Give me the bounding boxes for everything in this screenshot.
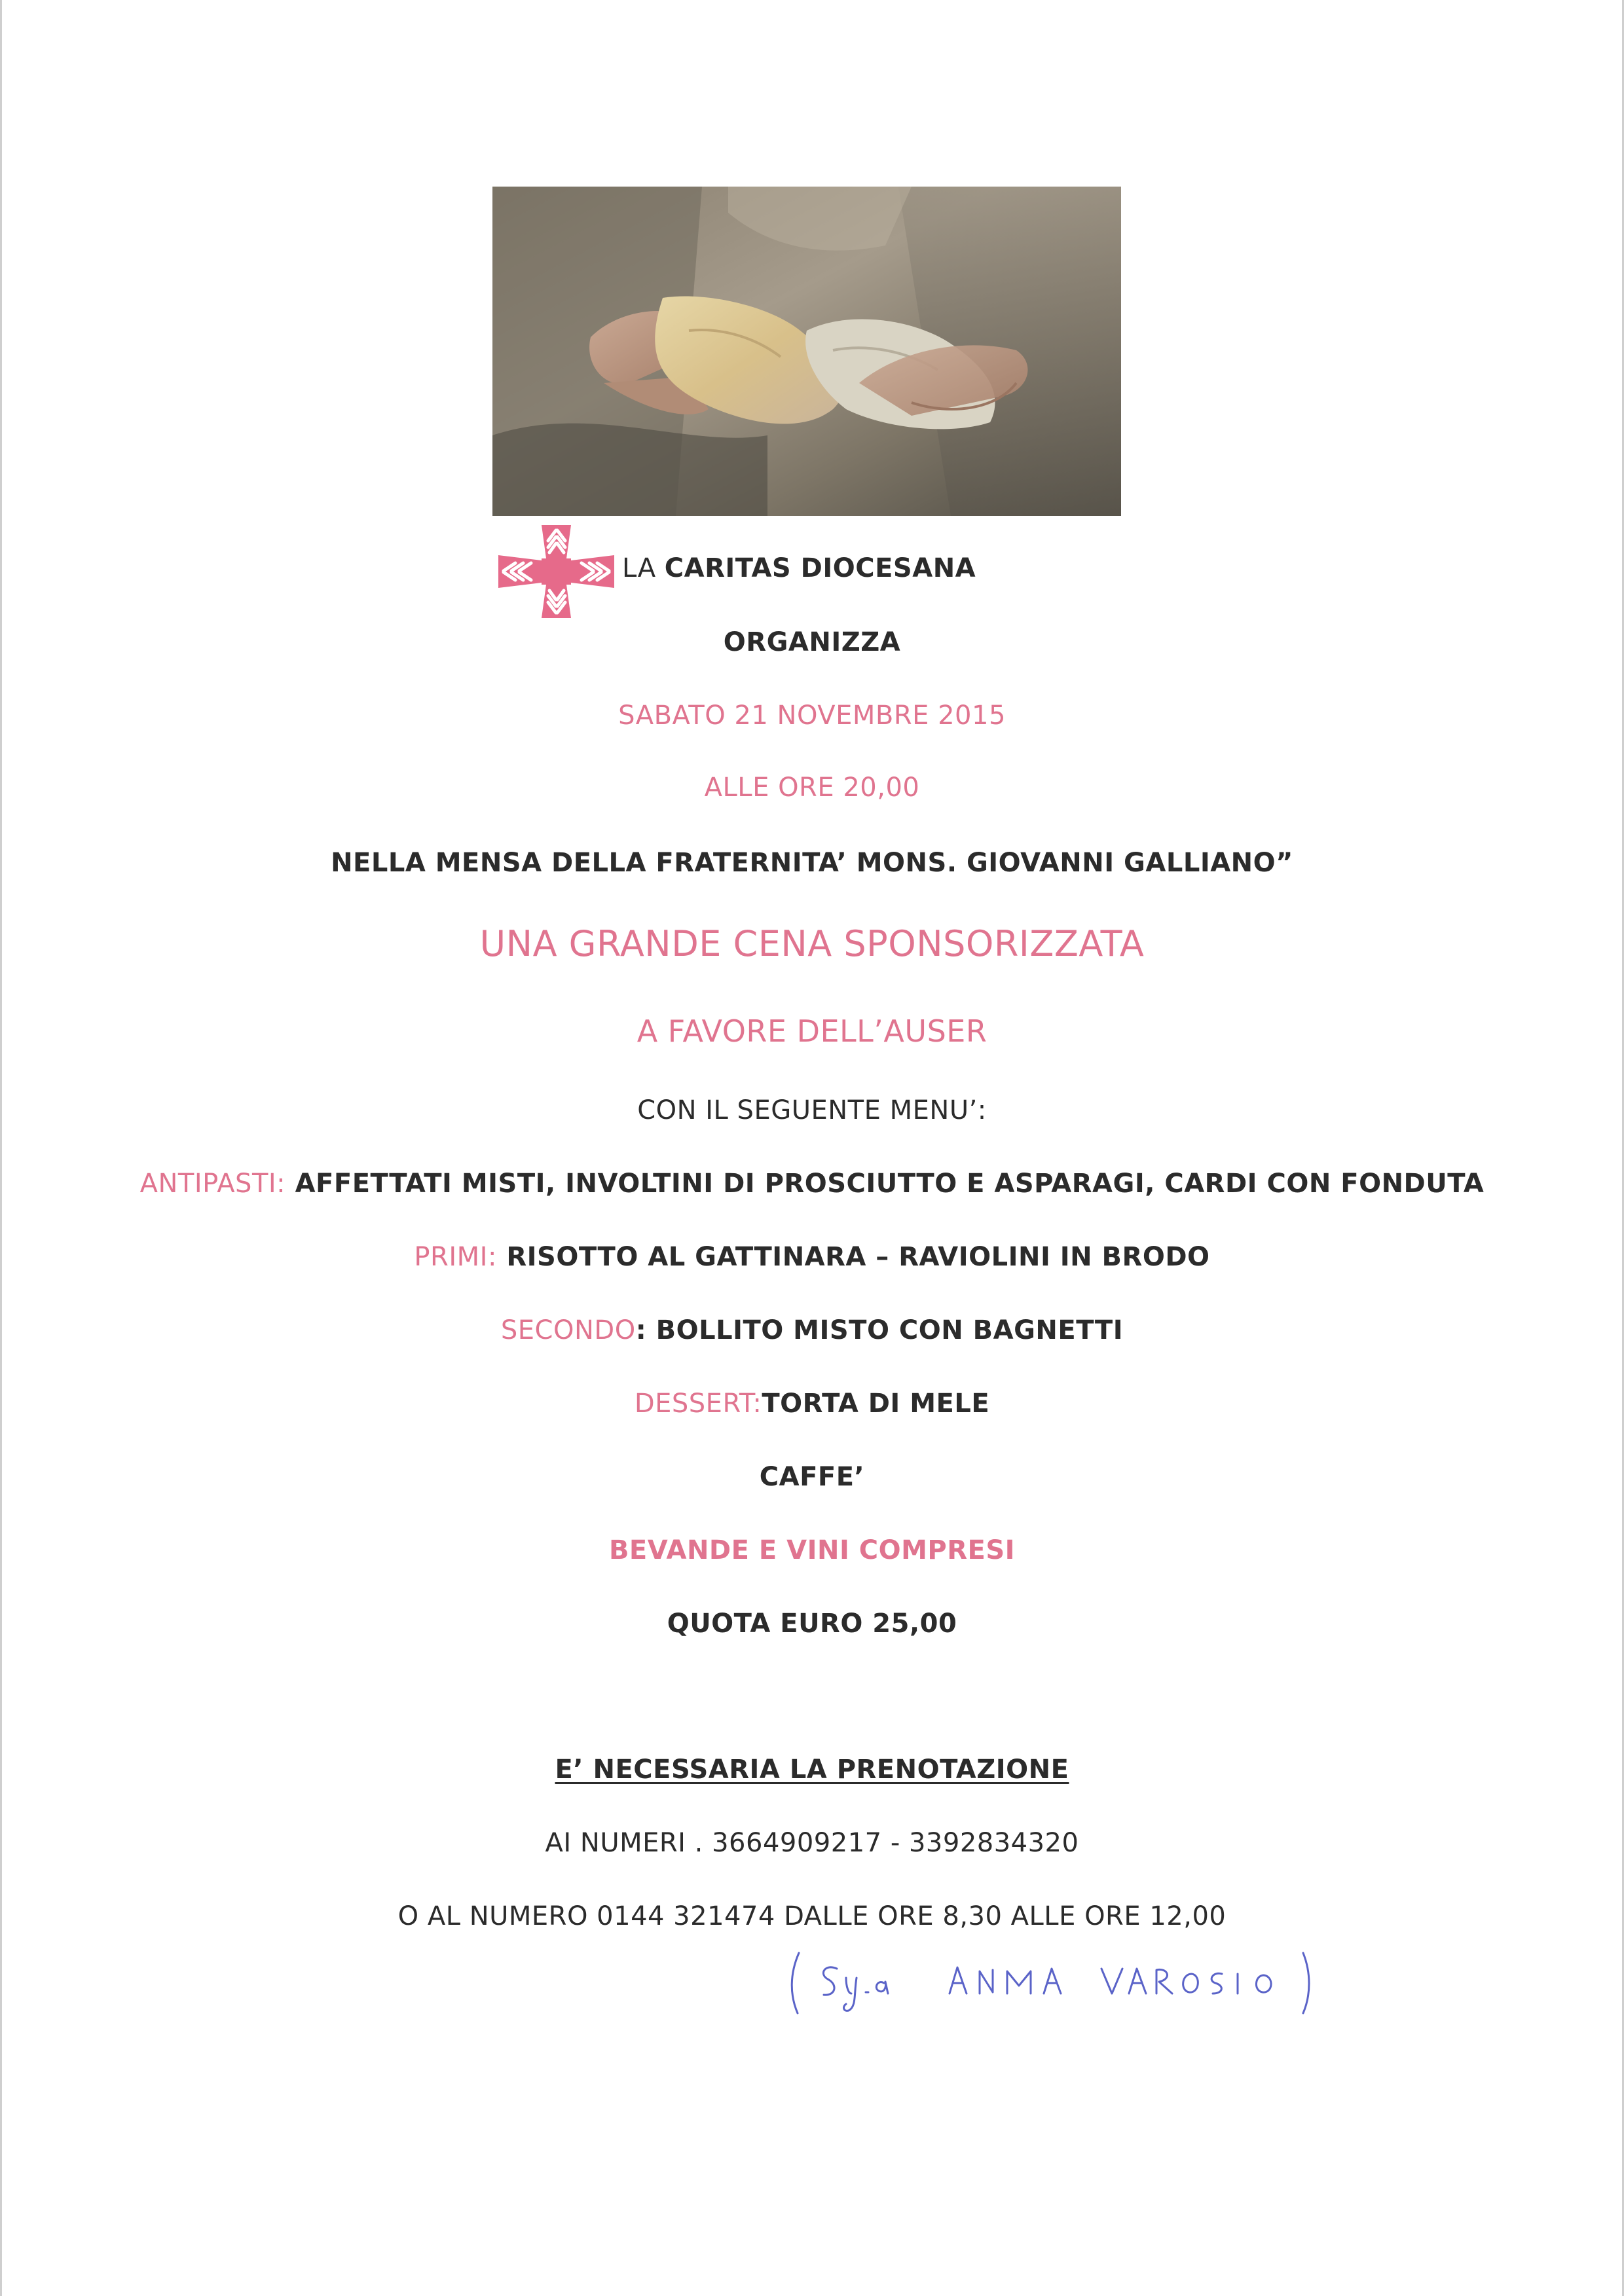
booking-required-text: E’ NECESSARIA LA PRENOTAZIONE [555, 1755, 1069, 1785]
handwritten-signature [786, 1948, 1349, 2020]
organizer-name [622, 553, 976, 583]
drinks-included: BEVANDE E VINI COMPRESI [608, 1535, 1016, 1565]
organizza-line: ORGANIZZA [723, 627, 901, 657]
menu-dish: : BOLLITO MISTO CON BAGNETTI [635, 1315, 1124, 1345]
menu-item-antipasti [0, 1169, 1624, 1199]
menu-course-label: DESSERT: [634, 1389, 762, 1419]
scan-edge-left [0, 0, 2, 2296]
menu-dish: TORTA DI MELE [762, 1389, 990, 1419]
price: QUOTA EURO 25,00 [667, 1609, 957, 1639]
organizer-title: CARITAS DIOCESANA [664, 553, 976, 583]
menu-dish: AFFETTATI MISTI, INVOLTINI DI PROSCIUTTO E ASPARAGI, CARDI CON FONDUTA [286, 1169, 1485, 1199]
menu-course-label: ANTIPASTI: [139, 1169, 286, 1199]
booking-numbers: AI NUMERI . 3664909217 - 3392834320 [545, 1828, 1079, 1858]
event-venue: NELLA MENSA DELLA FRATERNITA’ MONS. GIOVANNI GALLIANO” [331, 848, 1293, 878]
booking-required [0, 1755, 1624, 1785]
caritas-cross-logo [496, 522, 617, 621]
event-time: ALLE ORE 20,00 [704, 773, 920, 803]
event-date: SABATO 21 NOVEMBRE 2015 [618, 701, 1006, 731]
bread-hands-photo [492, 187, 1121, 516]
menu-item-dessert [0, 1389, 1624, 1419]
menu-item-primi [0, 1242, 1624, 1272]
menu-coffee: CAFFE’ [759, 1462, 865, 1492]
menu-course-label: PRIMI: [414, 1242, 497, 1272]
event-beneficiary: A FAVORE DELL’AUSER [637, 1013, 987, 1049]
event-headline: UNA GRANDE CENA SPONSORIZZATA [479, 923, 1145, 964]
booking-alt-number: O AL NUMERO 0144 321474 DALLE ORE 8,30 ALLE ORE 12,00 [397, 1901, 1227, 1931]
menu-course-label: SECONDO [500, 1315, 636, 1345]
menu-intro: CON IL SEGUENTE MENU’: [637, 1095, 987, 1125]
organizer-prefix: LA [622, 553, 656, 583]
menu-item-secondo [0, 1315, 1624, 1345]
menu-dish: RISOTTO AL GATTINARA – RAVIOLINI IN BRODO [496, 1242, 1210, 1272]
